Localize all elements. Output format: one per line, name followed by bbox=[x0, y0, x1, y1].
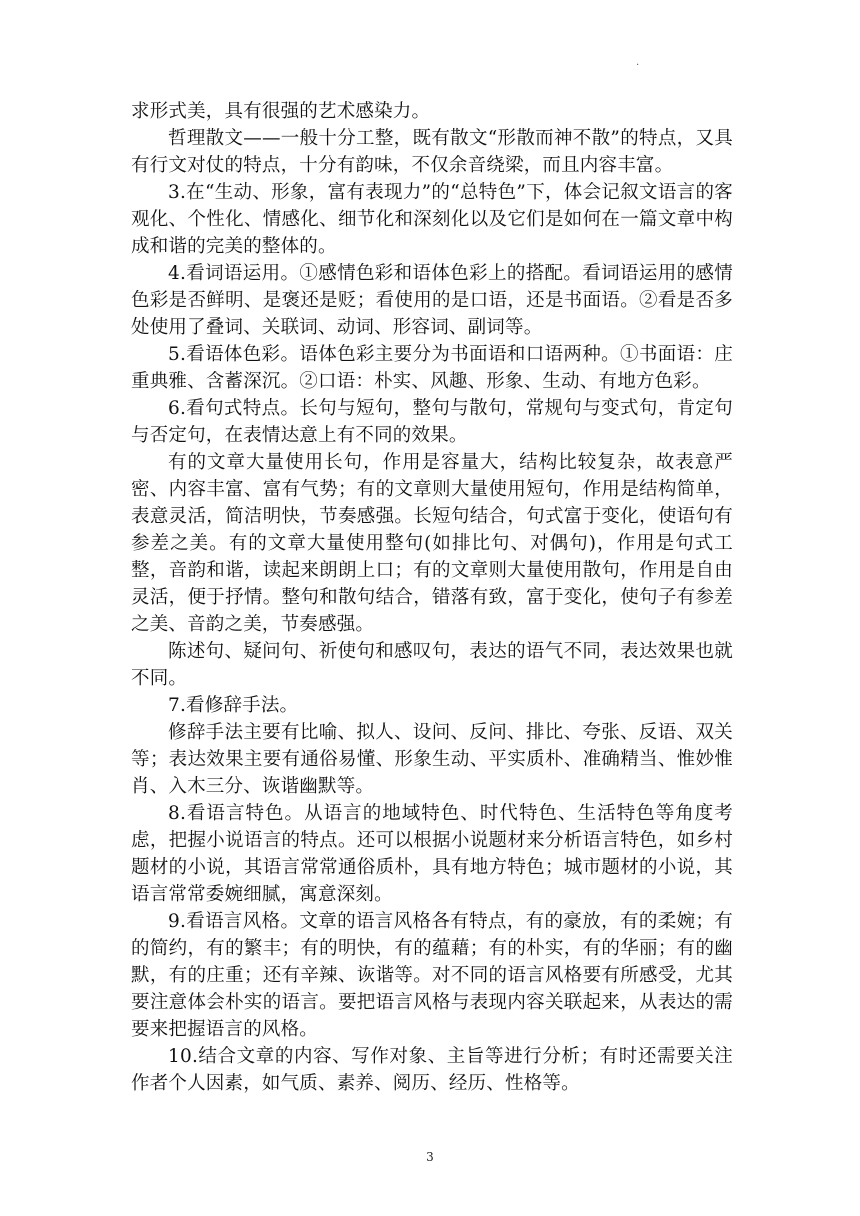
paragraph-point-8: 8.看语言特色。从语言的地域特色、时代特色、生活特色等角度考虑，把握小说语言的特点。还可以根据小说题材来分析语言特色，如乡村题材的小说，其语言常常通俗质朴，具有地方特色；城市题材的小说，其语言常常委婉细腻，寓意深刻。 bbox=[131, 803, 733, 905]
paragraph-point-5: 5.看语体色彩。语体色彩主要分为书面语和口语两种。①书面语：庄重典雅、含蓄深沉。②口语：朴实、风趣、形象、生动、有地方色彩。 bbox=[131, 344, 733, 392]
document-body bbox=[131, 98, 733, 1097]
page-number: 3 bbox=[426, 1150, 434, 1164]
paragraph-point-4: 4.看词语运用。①感情色彩和语体色彩上的搭配。看词语运用的感情色彩是否鲜明、是褒还是贬；看使用的是口语，还是书面语。②看是否多处使用了叠词、关联词、动词、形容词、副词等。 bbox=[131, 263, 733, 338]
paragraph-point-7: 7.看修辞手法。 bbox=[168, 695, 299, 716]
paragraph-sentence-mood: 陈述句、疑问句、祈使句和感叹句，表达的语气不同，表达效果也就不同。 bbox=[131, 641, 733, 689]
paragraph-rhetoric: 修辞手法主要有比喻、拟人、设问、反问、排比、夸张、反语、双关等；表达效果主要有通俗易懂、形象生动、平实质朴、准确精当、惟妙惟肖、入木三分、诙谐幽默等。 bbox=[131, 722, 733, 797]
paragraph-point-3: 3.在“生动、形象，富有表现力”的“总特色”下，体会记叙文语言的客观化、个性化、情感化、细节化和深刻化以及它们是如何在一篇文章中构成和谐的完美的整体的。 bbox=[131, 182, 733, 257]
paragraph-point-9: 9.看语言风格。文章的语言风格各有特点，有的豪放，有的柔婉；有的简约，有的繁丰；有的明快，有的蕴藉；有的朴实，有的华丽；有的幽默，有的庄重；还有辛辣、诙谐等。对不同的语言风格要有所感受，尤其要注意体会朴实的语言。要把语言风格与表现内容关联起来，从表达的需要来把握语言的风格。 bbox=[131, 911, 733, 1040]
paragraph-continuation: 求形式美，具有很强的艺术感染力。 bbox=[131, 101, 431, 122]
paragraph-sentence-length: 有的文章大量使用长句，作用是容量大，结构比较复杂，故表意严密、内容丰富、富有气势；有的文章则大量使用短句，作用是结构简单，表意灵活，简洁明快，节奏感强。长短句结合，句式富于变化，使语句有参差之美。有的文章大量使用整句(如排比句、对偶句)，作用是句式工整，音韵和谐，读起来朗朗上口；有的文章则大量使用散句，作用是自由灵活，便于抒情。整句和散句结合，错落有致，富于变化，使句子有参差之美、音韵之美，节奏感强。 bbox=[131, 452, 733, 635]
corner-mark: . bbox=[636, 57, 640, 68]
paragraph-point-6: 6.看句式特点。长句与短句，整句与散句，常规句与变式句，肯定句与否定句，在表情达意上有不同的效果。 bbox=[131, 398, 733, 446]
paragraph-point-10: 10.结合文章的内容、写作对象、主旨等进行分析；有时还需要关注作者个人因素，如气质、素养、阅历、经历、性格等。 bbox=[131, 1046, 733, 1094]
paragraph-philosophical-prose: 哲理散文——一般十分工整，既有散文“形散而神不散”的特点，又具有行文对仗的特点，十分有韵味，不仅余音绕梁，而且内容丰富。 bbox=[131, 128, 733, 176]
